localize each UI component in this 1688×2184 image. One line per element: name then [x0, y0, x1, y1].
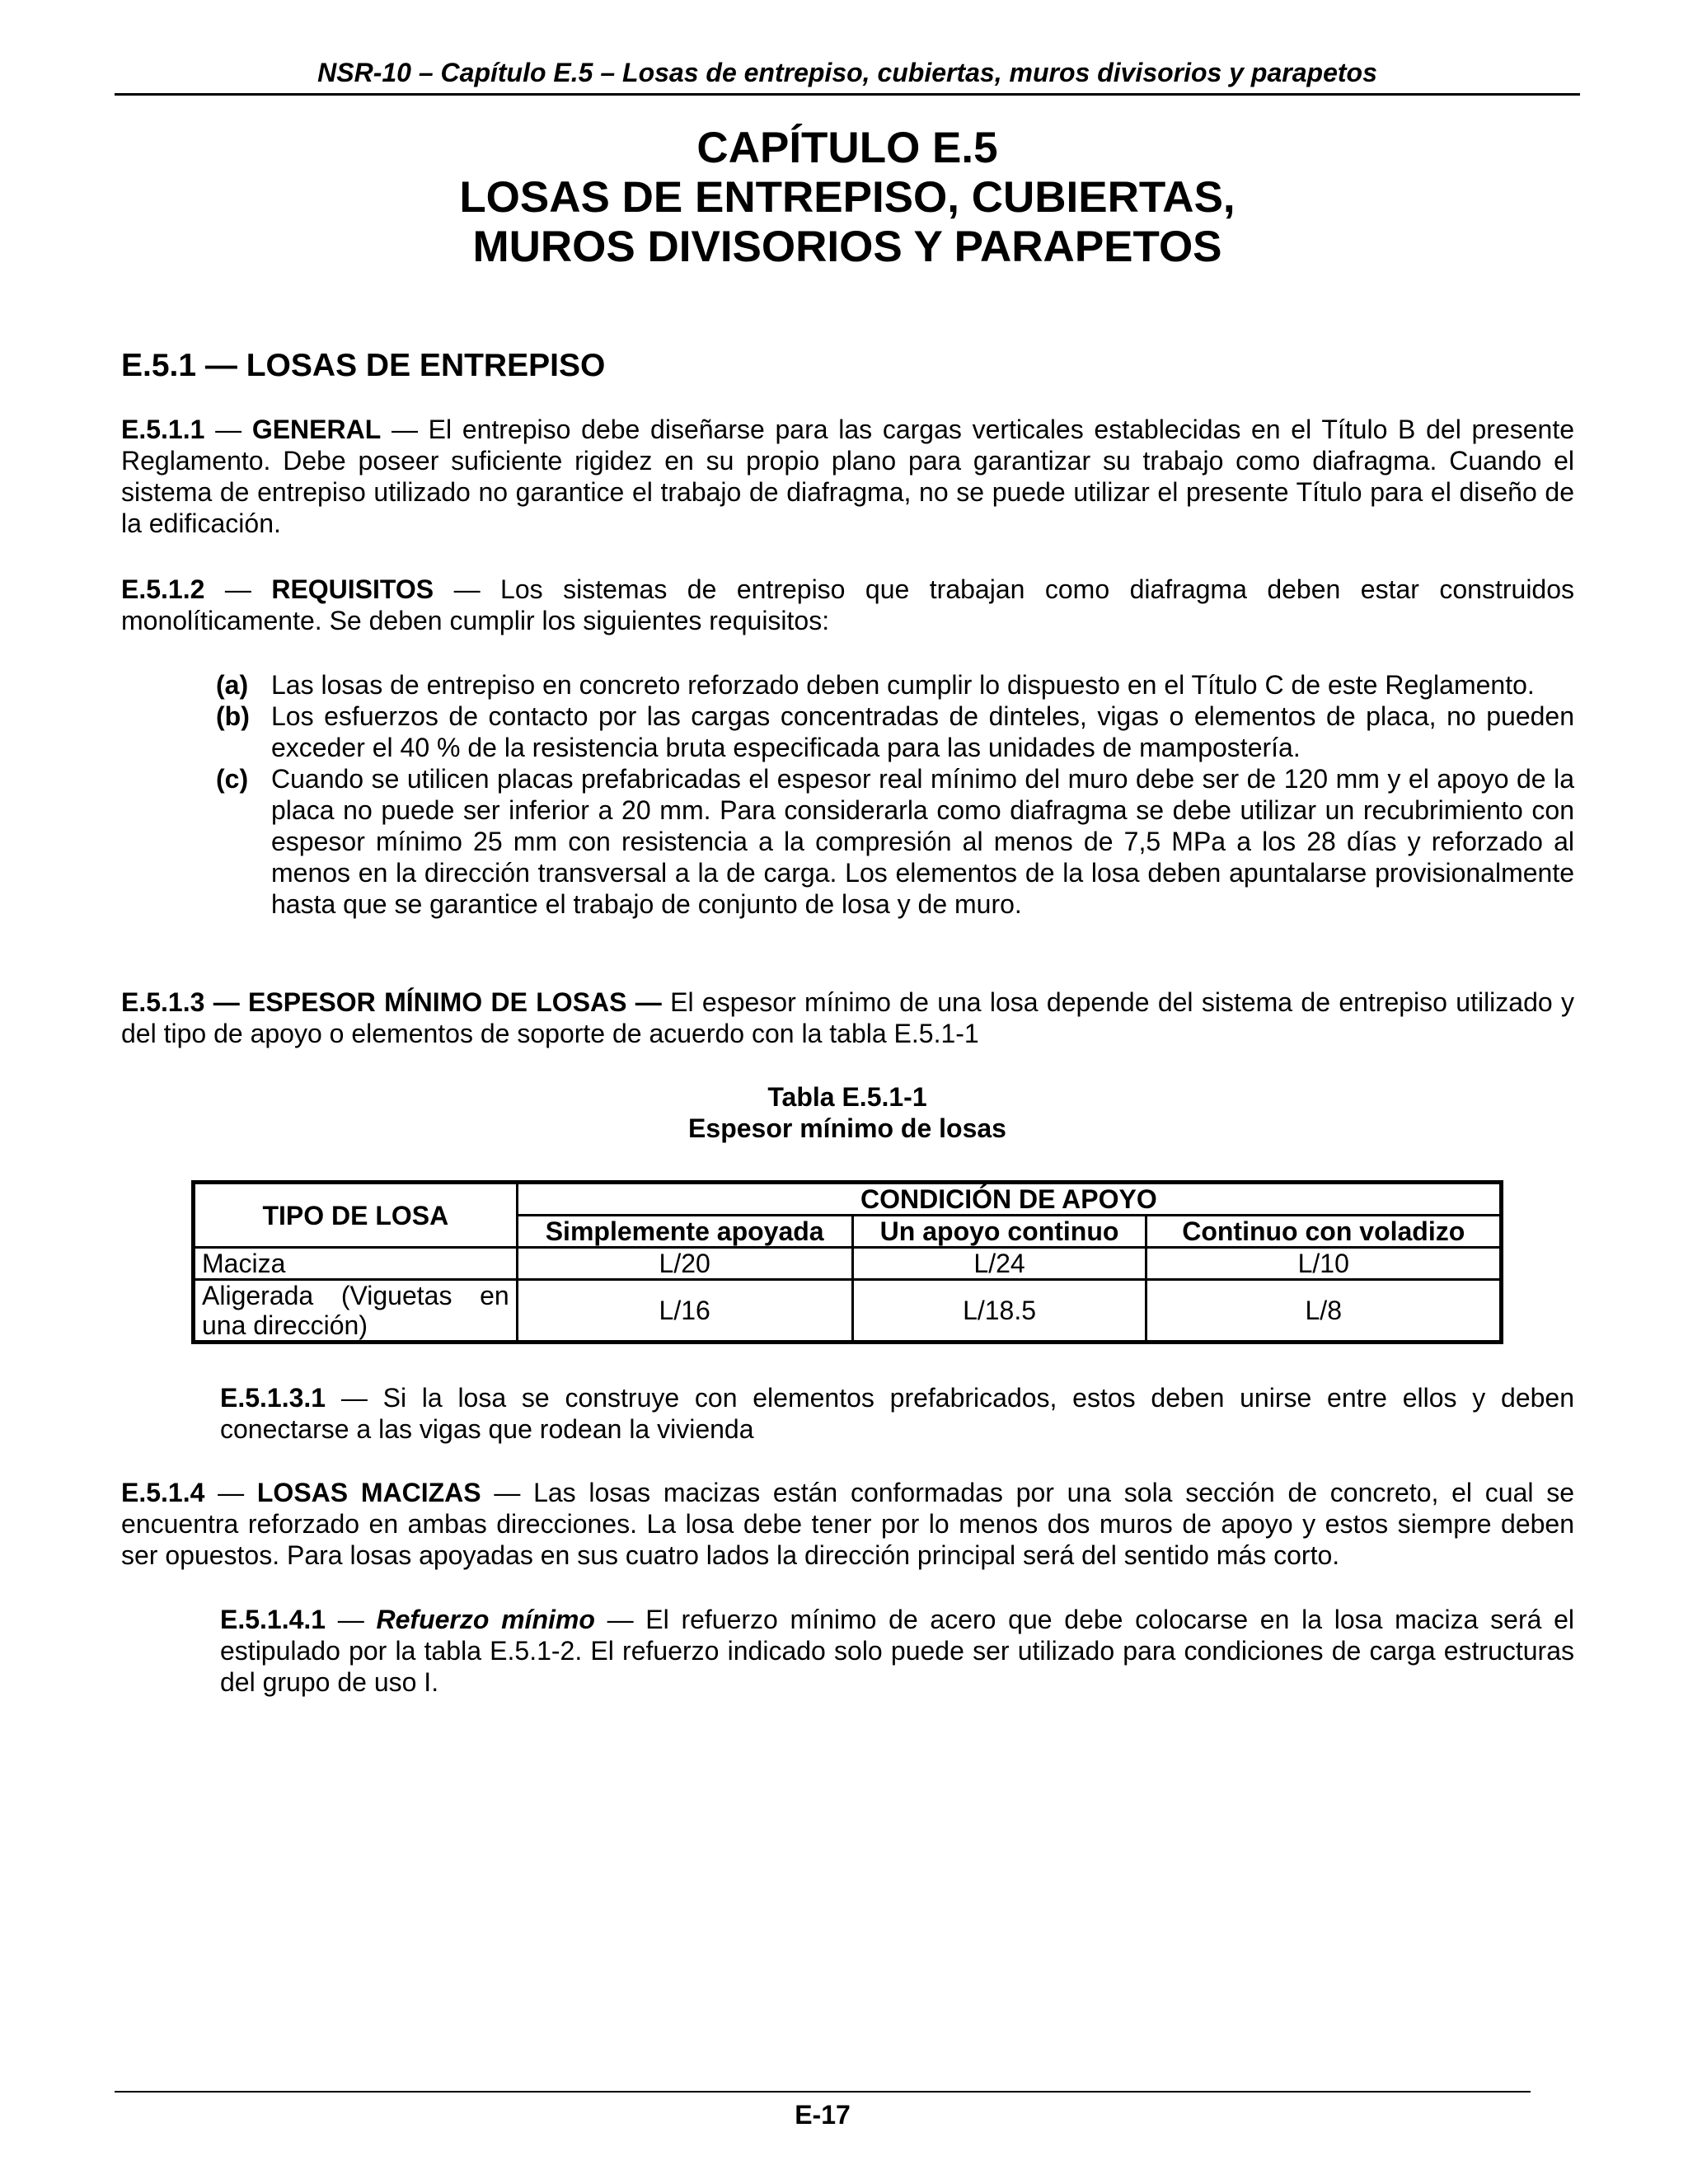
chapter-title-line-2: LOSAS DE ENTREPISO, CUBIERTAS,: [459, 173, 1236, 222]
clause-e513: [121, 987, 1574, 1049]
clause-e5131: E.5.1.3.1 — Si la losa se construye con elementos prefabricados, estos deben unirse entre ellos y deben conectarse a las vigas que rodean la vivienda: [220, 1383, 1575, 1444]
table-cell: L/16: [517, 1280, 852, 1343]
clause-text: El espesor mínimo de una losa depende del sistema de entrepiso utilizado y del tipo de apoyo o elementos de soporte de acuerdo con la tabla E.5.1-1: [121, 987, 1575, 1048]
running-header: NSR-10 – Capítulo E.5 – Losas de entrepiso, cubiertas, muros divisorios y parapetos: [317, 58, 1377, 87]
table-number: Tabla E.5.1-1: [767, 1082, 927, 1112]
table-cell: L/8: [1146, 1280, 1502, 1343]
clause-text: El entrepiso debe diseñarse para las cargas verticales establecidas en el Título B del presente Reglamento. Debe poseer suficiente rigidez en su propio plano para garantizar su trabajo como diafragma. Cuando el sistema de entrepiso utilizado no garantice el trabajo de diafragma, no se puede utilizar el presente Título para el diseño de la edificación.: [121, 415, 1575, 538]
table-header-type: TIPO DE LOSA: [194, 1183, 518, 1248]
clause-title: REQUISITOS: [271, 574, 434, 604]
slab-thickness-table: [191, 1180, 1503, 1344]
table-title: Espesor mínimo de losas: [688, 1113, 1006, 1143]
footer-rule: [115, 2091, 1531, 2093]
table-cell: L/24: [852, 1248, 1146, 1280]
table-subheader: Un apoyo continuo: [852, 1216, 1146, 1248]
table-cell-type: Aligerada (Viguetas en una dirección): [194, 1280, 518, 1343]
chapter-title: [115, 124, 1580, 272]
table-row: [194, 1248, 1502, 1280]
chapter-title-line-3: MUROS DIVISORIOS Y PARAPETOS: [472, 223, 1222, 271]
table-subheader: Continuo con voladizo: [1146, 1216, 1502, 1248]
table-cell: L/18.5: [852, 1280, 1146, 1343]
table-cell-type: Maciza: [194, 1248, 518, 1280]
list-item: [216, 763, 1574, 920]
table-caption: [115, 1081, 1580, 1144]
chapter-title-line-1: CAPÍTULO E.5: [696, 124, 998, 172]
list-marker: (b): [216, 701, 250, 731]
table-cell: L/20: [517, 1248, 852, 1280]
clause-lead: E.5.1.3 — ESPESOR MÍNIMO DE LOSAS —: [121, 987, 662, 1017]
clause-text: Las losas macizas están conformadas por una sola sección de concreto, el cual se encuentra reforzado en ambas direcciones. La losa debe tener por lo menos dos muros de apoyo y estos siempre deben ser opuestos. Para losas apoyadas en sus cuatro lados la dirección principal será del sentido más corto.: [121, 1478, 1575, 1570]
clause-e514: E.5.1.4 — LOSAS MACIZAS — Las losas macizas están conformadas por una sola sección de concreto, el cual se encuentra reforzado en ambas direcciones. La losa debe tener por lo menos dos muros de apoyo y estos siempre deben ser opuestos. Para losas apoyadas en sus cuatro lados la dirección principal será del sentido más corto.: [121, 1478, 1575, 1570]
table-row: [194, 1280, 1502, 1343]
list-marker: (c): [216, 764, 249, 794]
clause-number: E.5.1.2: [121, 574, 205, 604]
list-item: [216, 669, 1574, 701]
clause-e512: E.5.1.2 — REQUISITOS — Los sistemas de entrepiso que trabajan como diafragma deben estar construidos monolíticamente. Se deben cumplir los siguientes requisitos:: [121, 574, 1575, 635]
list-item-text: Las losas de entrepiso en concreto reforzado deben cumplir lo dispuesto en el Título C de este Reglamento.: [271, 670, 1535, 700]
clause-title: GENERAL: [251, 415, 382, 444]
requirements-list: [216, 669, 1574, 920]
clause-number: E.5.1.1: [121, 415, 205, 444]
table-cell: L/10: [1146, 1248, 1502, 1280]
clause-text: Si la losa se construye con elementos prefabricados, estos deben unirse entre ellos y deben conectarse a las vigas que rodean la vivienda: [220, 1383, 1575, 1444]
clause-text: Los sistemas de entrepiso que trabajan como diafragma deben estar construidos monolíticamente. Se deben cumplir los siguientes requisitos:: [121, 574, 1575, 635]
list-marker: (a): [216, 670, 249, 700]
list-item-text: Cuando se utilicen placas prefabricadas el espesor real mínimo del muro debe ser de 120 mm y el apoyo de la placa no puede ser inferior a 20 mm. Para considerarla como diafragma se debe utilizar un recubrimiento con espesor mínimo 25 mm con resistencia a la compresión al menos de 7,5 MPa a los 28 días y reforzado al menos en la dirección transversal a la de carga. Los elementos de la losa deben apuntalarse provisionalmente hasta que se garantice el trabajo de conjunto de losa y de muro.: [271, 764, 1574, 919]
page-number: E-17: [795, 2100, 851, 2130]
clause-text: El refuerzo mínimo de acero que debe colocarse en la losa maciza será el estipulado por la tabla E.5.1-2. El refuerzo indicado solo puede ser utilizado para condiciones de carga estructuras del grupo de uso I.: [220, 1605, 1575, 1697]
list-item: [216, 701, 1574, 763]
clause-number: E.5.1.4.1: [220, 1605, 326, 1634]
clause-number: E.5.1.3.1: [220, 1383, 326, 1413]
clause-e5141: E.5.1.4.1 — Refuerzo mínimo — El refuerzo mínimo de acero que debe colocarse en la losa maciza será el estipulado por la tabla E.5.1-2. El refuerzo indicado solo puede ser utilizado para condiciones de carga estructuras del grupo de uso I.: [220, 1605, 1575, 1697]
table-subheader: Simplemente apoyada: [517, 1216, 852, 1248]
section-heading: E.5.1 — LOSAS DE ENTREPISO: [121, 348, 606, 383]
header-rule: [115, 93, 1580, 96]
table-header-support-condition: CONDICIÓN DE APOYO: [517, 1183, 1501, 1216]
clause-title: Refuerzo mínimo: [376, 1605, 595, 1634]
clause-title: LOSAS MACIZAS: [256, 1478, 481, 1507]
list-item-text: Los esfuerzos de contacto por las cargas concentradas de dinteles, vigas o elementos de placa, no pueden exceder el 40 % de la resistencia bruta especificada para las unidades de mampostería.: [271, 701, 1574, 762]
clause-number: E.5.1.4: [121, 1478, 205, 1507]
clause-e511: E.5.1.1 — GENERAL — El entrepiso debe diseñarse para las cargas verticales establecidas en el Título B del presente Reglamento. Debe poseer suficiente rigidez en su propio plano para garantizar su trabajo como diafragma. Cuando el sistema de entrepiso utilizado no garantice el trabajo de diafragma, no se puede utilizar el presente Título para el diseño de la edificación.: [121, 415, 1575, 538]
